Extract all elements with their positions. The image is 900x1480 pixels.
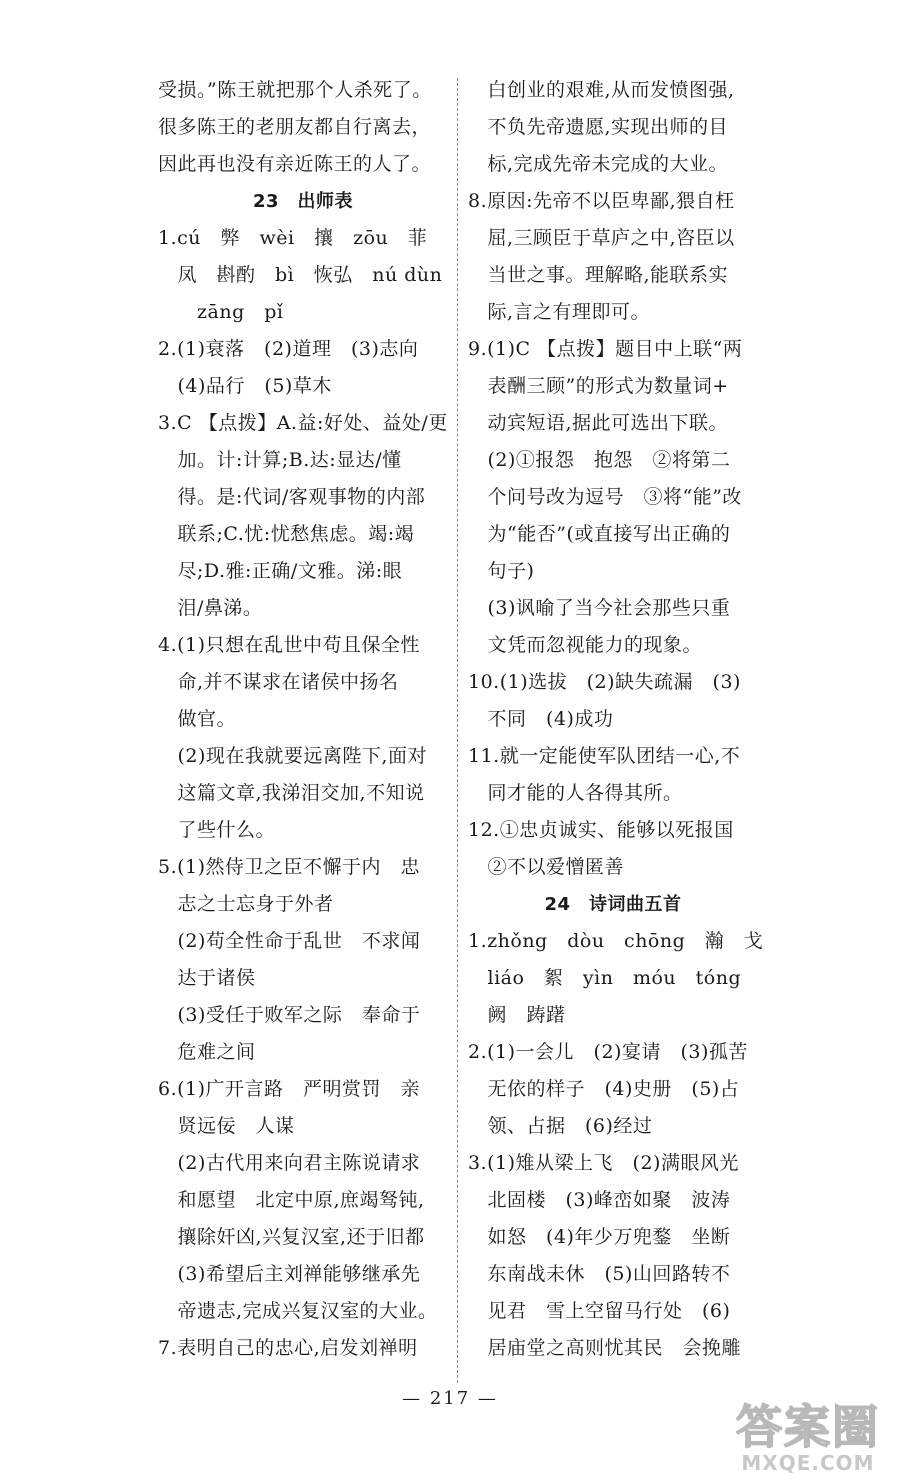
text-line: 了些什么。 [158, 819, 276, 841]
text-line: 贤远佞 人谋 [158, 1115, 295, 1137]
text-line: liáo 絮 yìn móu tóng [468, 967, 742, 989]
text-line: zāng pǐ [158, 301, 284, 323]
text-line: 阙 踌躇 [468, 1004, 566, 1026]
text-line: 志之士忘身于外者 [158, 893, 334, 915]
text-line: 凤 斟酌 bì 恢弘 nú dùn [158, 264, 443, 286]
text-line: 句子) [468, 560, 535, 582]
text-line: 际,言之有理即可。 [468, 301, 651, 323]
text-line: 联系;C.忧:忧愁焦虑。竭:竭 [158, 523, 415, 545]
text-line: 当世之事。理解略,能联系实 [468, 264, 729, 286]
text-line: 如怒 (4)年少万兜鍪 坐断 [468, 1226, 731, 1248]
text-line: 个问号改为逗号 ③将“能”改 [468, 486, 742, 508]
text-line: 见君 雪上空留马行处 (6) [468, 1300, 731, 1322]
text-line: 3.(1)雉从梁上飞 (2)满眼风光 [468, 1152, 739, 1174]
column-divider [457, 78, 458, 1383]
page-number: — 217 — [402, 1388, 498, 1409]
text-line: 标,完成先帝未完成的大业。 [468, 153, 729, 175]
text-line: (2)古代用来向君主陈说请求 [158, 1152, 421, 1174]
text-line: 同才能的人各得其所。 [468, 782, 683, 804]
left-column [158, 72, 448, 1367]
text-line: 6.(1)广开言路 严明赏罚 亲 [158, 1078, 421, 1100]
text-line: 和愿望 北定中原,庶竭驽钝, [158, 1189, 425, 1211]
section-heading: 24 诗词曲五首 [544, 894, 682, 915]
text-line: 很多陈王的老朋友都自行离去， [158, 116, 432, 138]
text-line: 2.(1)衰落 (2)道理 (3)志向 [158, 338, 419, 360]
watermark-url: MXQE.COM [741, 1451, 875, 1475]
text-line: (2)现在我就要远离陛下,面对 [158, 745, 427, 767]
text-line: 无依的样子 (4)史册 (5)占 [468, 1078, 740, 1100]
text-line: 得。是:代词/客观事物的内部 [158, 486, 426, 508]
text-line: 尽;D.雅:正确/文雅。涕:眼 [158, 560, 403, 582]
text-line: 加。计:计算;B.达:显达/懂 [158, 449, 402, 471]
section-heading: 23 出师表 [252, 191, 354, 212]
text-line: (3)讽喻了当今社会那些只重 [468, 597, 731, 619]
text-line: 不同 (4)成功 [468, 708, 614, 730]
text-line: 表酬三顾”的形式为数量词+ [468, 375, 729, 397]
text-line: 7.表明自己的忠心,启发刘禅明 [158, 1337, 418, 1359]
text-line: 受损。”陈王就把那个人杀死了。 [158, 79, 432, 101]
text-line: 5.(1)然侍卫之臣不懈于内 忠 [158, 856, 421, 878]
text-line: 东南战未休 (5)山回路转不 [468, 1263, 731, 1285]
text-line: 泪/鼻涕。 [158, 597, 263, 619]
watermark-text: 答案圈 [736, 1400, 880, 1454]
text-line: 文凭而忽视能力的现象。 [468, 634, 703, 656]
text-line: 12.①忠贞诚实、能够以死报国 [468, 819, 734, 841]
text-line: (3)受任于败军之际 奉命于 [158, 1004, 421, 1026]
text-line: 攘除奸凶,兴复汉室,还于旧都 [158, 1226, 425, 1248]
watermark-logo [718, 1402, 898, 1478]
text-line: (2)①报怨 抱怨 ②将第二 [468, 449, 731, 471]
text-line: 危难之间 [158, 1041, 256, 1063]
text-line: 11.就一定能使军队团结一心,不 [468, 745, 741, 767]
text-line: 9.(1)C 【点拨】题目中上联“两 [468, 338, 743, 360]
text-line: (4)品行 (5)草木 [158, 375, 332, 397]
text-line: 北固楼 (3)峰峦如聚 波涛 [468, 1189, 731, 1211]
text-line: 因此再也没有亲近陈王的人了。 [158, 153, 432, 175]
text-line: 白创业的艰难,从而发愤图强, [468, 79, 735, 101]
text-line: 这篇文章,我涕泪交加,不知说 [158, 782, 425, 804]
text-line: 1.cú 弊 wèi 攘 zōu 菲 [158, 227, 428, 249]
text-line: 为“能否”(或直接写出正确的 [468, 523, 731, 545]
right-column [468, 72, 764, 1367]
text-line: 10.(1)选拔 (2)缺失疏漏 (3) [468, 671, 741, 693]
text-line: 达于诸侯 [158, 967, 256, 989]
text-line: 2.(1)一会儿 (2)宴请 (3)孤苦 [468, 1041, 748, 1063]
text-line: 命,并不谋求在诸侯中扬名 [158, 671, 399, 693]
text-line: 帝遗志,完成兴复汉室的大业。 [158, 1300, 438, 1322]
text-line: 居庙堂之高则忧其民 会挽雕 [468, 1337, 742, 1359]
text-line: (2)苟全性命于乱世 不求闻 [158, 930, 421, 952]
text-line: 屈,三顾臣于草庐之中,咨臣以 [468, 227, 735, 249]
text-line: 动宾短语,据此可选出下联。 [468, 412, 729, 434]
text-line: 做官。 [158, 708, 237, 730]
text-line: 3.C 【点拨】A.益:好处、益处/更 [158, 412, 448, 434]
text-line: 不负先帝遗愿,实现出师的目 [468, 116, 729, 138]
text-line: 4.(1)只想在乱世中苟且保全性 [158, 634, 421, 656]
text-line: 1.zhǒng dòu chōng 瀚 戈 [468, 930, 764, 952]
text-line: 领、占据 (6)经过 [468, 1115, 653, 1137]
text-line: 8.原因:先帝不以臣卑鄙,猥自枉 [468, 190, 735, 212]
text-line: (3)希望后主刘禅能够继承先 [158, 1263, 421, 1285]
text-line: ②不以爱憎匿善 [468, 856, 625, 878]
